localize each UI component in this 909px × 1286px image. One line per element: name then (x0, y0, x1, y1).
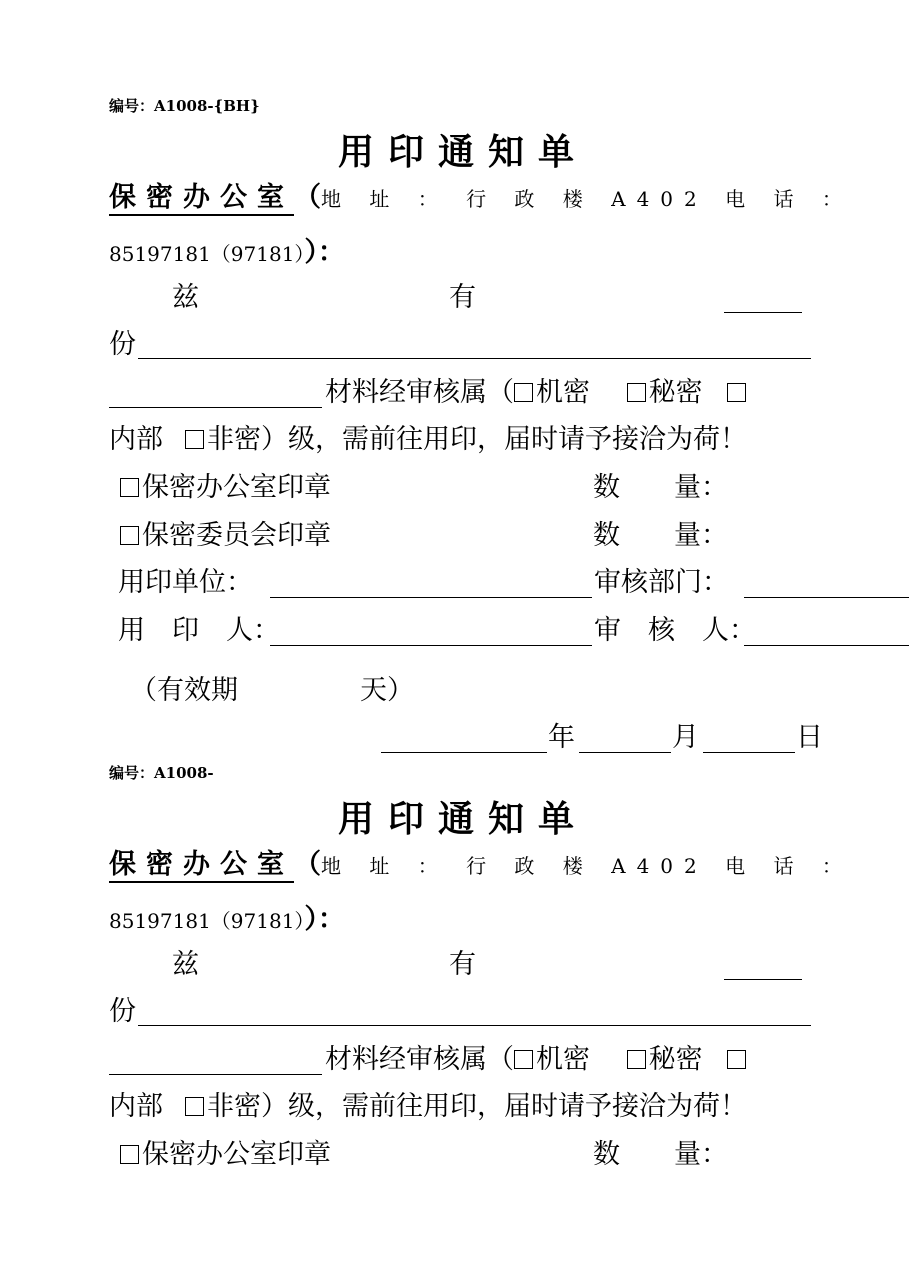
seal-office-label: 保密办公室印章 (142, 1139, 331, 1170)
paren-close: ）： (304, 237, 345, 268)
count-blank[interactable] (724, 951, 802, 980)
you-char: 有 (449, 282, 476, 313)
request-line (109, 1093, 747, 1120)
phone-line (109, 906, 345, 933)
paren-open: （ (294, 849, 321, 880)
seal-committee-quantity-label: 数 量： (593, 520, 728, 551)
validity-close: 天） (360, 675, 414, 706)
seal-office-quantity-label: 数 量： (593, 472, 728, 503)
material-text: 材料经审核属（ (325, 377, 514, 408)
opt-jimi-label: 机密 (536, 377, 590, 408)
checkbox-seal-office[interactable] (120, 1145, 139, 1164)
checkbox-jimi[interactable] (514, 1050, 533, 1069)
opt-feimi-label: 非密 (207, 1091, 261, 1122)
seal-office-quantity-label: 数 量： (593, 1139, 728, 1170)
dept-label: 审核部门： (594, 567, 729, 598)
material-text: 材料经审核属（ (325, 1044, 514, 1075)
opt-mimi-label: 秘密 (648, 1044, 703, 1075)
addressee-line (109, 851, 853, 878)
material-blank[interactable] (109, 1047, 322, 1075)
validity-open: （有效期 (130, 675, 238, 706)
zi-char: 兹 (172, 949, 199, 980)
document-name-blank[interactable] (138, 998, 811, 1026)
opt-jimi-label: 机密 (536, 1044, 590, 1075)
opt-neibu-label: 内部 (109, 1091, 163, 1122)
year-label: 年 (548, 722, 575, 753)
form-number: 编号：A1008-{BH} (109, 97, 260, 115)
zi-char: 兹 (172, 282, 199, 313)
request-text: ）级，需前往用印，届时请予接洽为荷！ (261, 424, 747, 455)
seal-committee-label: 保密委员会印章 (142, 520, 331, 551)
form-title: 用印通知单 (338, 131, 589, 173)
office-phone: 85197181（97181） (109, 909, 305, 933)
seal-office-label: 保密办公室印章 (142, 472, 331, 503)
month-label: 月 (672, 722, 699, 753)
office-name: 保密办公室 (109, 182, 294, 216)
form-number: 编号：A1008- (109, 764, 214, 782)
fen-char: 份 (109, 329, 136, 360)
day-label: 日 (796, 722, 823, 753)
seal-office-row (120, 1141, 331, 1168)
opt-feimi-label: 非密 (207, 424, 261, 455)
office-address: 地 址 ： 行 政 楼 A402 电 话 ： (321, 187, 853, 211)
day-blank[interactable] (703, 724, 795, 753)
checkbox-mimi[interactable] (627, 1050, 646, 1069)
opt-neibu-label: 内部 (109, 424, 163, 455)
unit-label: 用印单位： (118, 567, 253, 598)
year-blank[interactable] (381, 724, 547, 753)
request-text: ）级，需前往用印，届时请予接洽为荷！ (261, 1091, 747, 1122)
fen-char: 份 (109, 996, 136, 1027)
checkbox-feimi[interactable] (185, 1097, 204, 1116)
you-char: 有 (449, 949, 476, 980)
month-blank[interactable] (579, 724, 671, 753)
material-line (325, 1046, 749, 1073)
office-phone: 85197181（97181） (109, 242, 305, 266)
form-title: 用印通知单 (338, 798, 589, 840)
paren-close: ）： (304, 904, 345, 935)
office-name: 保密办公室 (109, 849, 294, 883)
office-address: 地 址 ： 行 政 楼 A402 电 话 ： (321, 854, 853, 878)
paren-open: （ (294, 182, 321, 213)
reviewer-label: 审 核 人： (594, 615, 756, 646)
person-label: 用 印 人： (118, 615, 280, 646)
opt-mimi-label: 秘密 (648, 377, 703, 408)
checkbox-neibu[interactable] (727, 1050, 746, 1069)
